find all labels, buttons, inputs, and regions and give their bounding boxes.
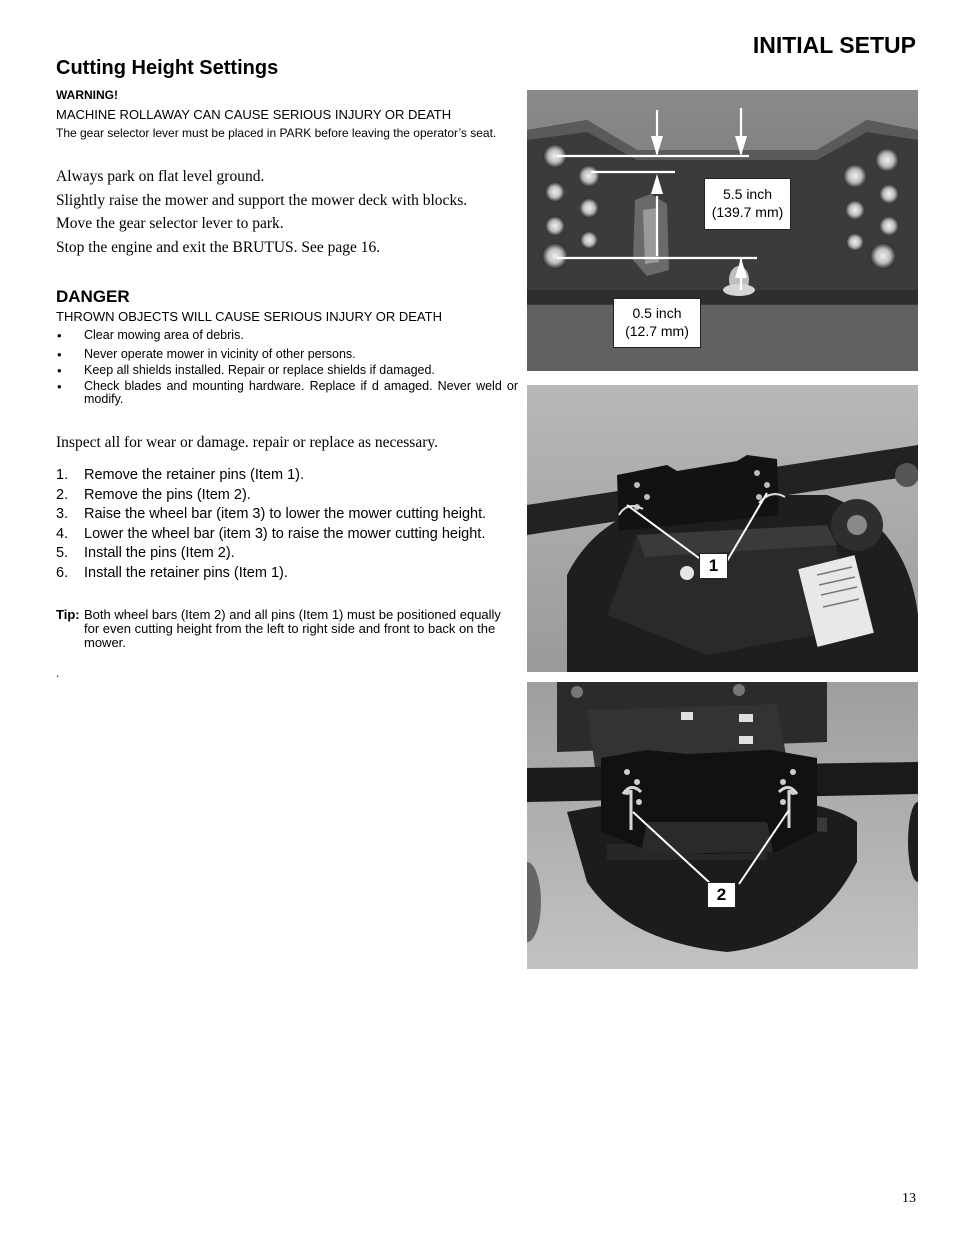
item-2-label: 2 (707, 882, 736, 908)
intro-step: Stop the engine and exit the BRUTUS. See page 16. (56, 238, 381, 256)
retainer-pins-illustration (527, 385, 918, 672)
step-number: 4. (56, 525, 69, 542)
height-callout-lower (613, 298, 701, 348)
step-number: 3. (56, 506, 69, 523)
callout-line: 5.5 inch (722, 186, 773, 202)
callout-line: (139.7 mm) (711, 204, 784, 220)
step-number: 2. (56, 486, 69, 503)
step-item (56, 486, 518, 506)
instructions-column (56, 88, 518, 680)
callout-line: (12.7 mm) (625, 323, 689, 339)
height-callout-upper (704, 178, 791, 230)
warning-headline: MACHINE ROLLAWAY CAN CAUSE SERIOUS INJURY OR DEATH (56, 107, 452, 122)
intro-step: Slightly raise the mower and support the mower deck with blocks. (56, 191, 468, 209)
step-number: 5. (56, 545, 69, 562)
step-text: Lower the wheel bar (item 3) to raise the mower cutting height. (84, 525, 486, 542)
step-item (56, 544, 518, 564)
step-text: Raise the wheel bar (item 3) to lower the mower cutting height. (84, 506, 487, 523)
step-text: Install the pins (Item 2). (84, 545, 235, 562)
height-plate-photo (527, 90, 918, 371)
intro-step: Always park on flat level ground. (56, 168, 265, 185)
danger-bullet: • Keep all shields installed. Repair or replace shields if damaged. (56, 364, 518, 377)
step-number: 1. (56, 467, 69, 483)
danger-bullet: • Never operate mower in vicinity of other persons. (56, 348, 518, 361)
trailing-mark: . (56, 665, 60, 680)
step-item (56, 505, 518, 525)
wheel-bar-pins-photo (527, 682, 918, 969)
intro-step: Move the gear selector lever to park. (56, 215, 284, 232)
tip-text: Both wheel bars (Item 2) and all pins (Item 1) must be positioned equally for even cutting height from the left to right side and front to back on the mower. (84, 606, 501, 650)
callout-line: 0.5 inch (632, 305, 682, 321)
danger-label: DANGER (56, 287, 130, 306)
danger-bullet-list (56, 329, 518, 406)
warning-label: WARNING! (56, 88, 118, 102)
danger-bullet: • Check blades and mounting hardware. Replace if d amaged. Never weld or modify. (56, 380, 518, 406)
step-item (56, 525, 518, 545)
step-item (56, 564, 518, 584)
height-plate-illustration (527, 90, 918, 371)
step-text: Install the retainer pins (Item 1). (84, 564, 288, 581)
wheel-bar-pins-illustration (527, 682, 918, 969)
danger-bullet: • Clear mowing area of debris. (56, 329, 518, 342)
inspect-text: Inspect all for wear or damage. repair or replace as necessary. (56, 434, 438, 451)
retainer-pins-photo (527, 385, 918, 672)
item-1-label: 1 (699, 553, 728, 579)
section-title: INITIAL SETUP (752, 32, 916, 58)
step-text: Remove the pins (Item 2). (84, 486, 251, 503)
intro-steps (56, 165, 518, 259)
step-item (56, 466, 518, 486)
tip-note (56, 608, 518, 650)
step-text: Remove the retainer pins (Item 1). (84, 467, 305, 483)
page-number: 13 (902, 1191, 916, 1206)
step-number: 6. (56, 564, 69, 581)
danger-headline: THROWN OBJECTS WILL CAUSE SERIOUS INJURY OR DEATH (56, 309, 442, 324)
step-list (56, 466, 518, 584)
page-title: Cutting Height Settings (56, 57, 279, 79)
warning-text: The gear selector lever must be placed in PARK before leaving the operator’s seat. (56, 126, 497, 140)
tip-label: Tip: (56, 606, 80, 622)
